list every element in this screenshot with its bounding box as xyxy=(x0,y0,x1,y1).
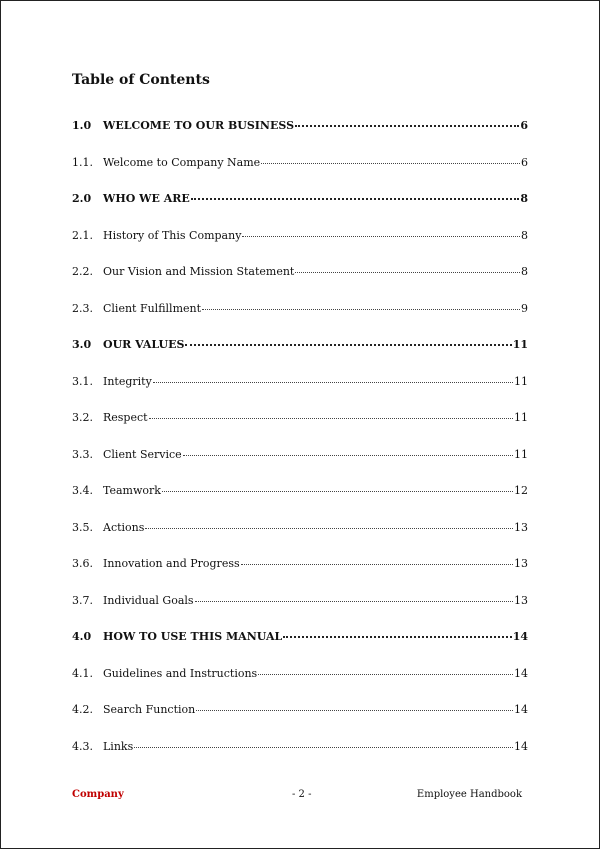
toc-entry-number: 3.2. xyxy=(72,411,93,424)
toc-entry-number: 4.3. xyxy=(72,739,93,753)
toc-entry[interactable] xyxy=(72,740,528,777)
toc-entry-title[interactable]: WELCOME TO OUR BUSINESS xyxy=(103,119,295,132)
toc-entry-number: 4.2. xyxy=(72,703,93,716)
toc-entry[interactable] xyxy=(72,484,528,521)
toc-dot-leader xyxy=(191,198,520,200)
toc-entry-title[interactable]: Integrity xyxy=(103,374,152,388)
toc-entry-number: 3.4. xyxy=(72,484,93,497)
toc-entry-number: 2.0 xyxy=(72,192,92,205)
toc-entry[interactable] xyxy=(72,338,528,375)
toc-dot-leader xyxy=(153,382,513,383)
page-footer xyxy=(72,789,522,805)
toc-entry-page-number[interactable]: 13 xyxy=(514,520,528,534)
toc-entry[interactable] xyxy=(72,375,528,412)
toc-entry-page-number[interactable]: 6 xyxy=(520,119,528,132)
toc-entry-title[interactable]: Innovation and Progress xyxy=(103,557,240,570)
toc-entry-number: 3.1. xyxy=(72,374,93,388)
toc-dot-leader xyxy=(241,564,513,565)
toc-entry-number: 2.2. xyxy=(72,265,93,278)
toc-dot-leader xyxy=(196,710,513,711)
toc-entry[interactable] xyxy=(72,667,528,704)
toc-entry[interactable] xyxy=(72,265,528,302)
toc-entry-page-number[interactable]: 14 xyxy=(514,703,528,716)
toc-entry-number: 4.0 xyxy=(72,630,92,643)
toc-entry-page-number[interactable]: 8 xyxy=(521,265,528,278)
toc-heading: Table of Contents xyxy=(72,72,210,88)
toc-dot-leader xyxy=(149,418,513,419)
toc-entry-title[interactable]: HOW TO USE THIS MANUAL xyxy=(103,630,283,643)
toc-entry[interactable] xyxy=(72,521,528,558)
toc-dot-leader xyxy=(258,674,513,675)
toc-entry-page-number[interactable]: 6 xyxy=(521,155,528,169)
toc-list xyxy=(72,119,528,776)
toc-dot-leader xyxy=(295,272,520,273)
toc-entry-number: 2.1. xyxy=(72,228,93,242)
toc-entry-number: 1.0 xyxy=(72,119,92,132)
toc-dot-leader xyxy=(202,309,520,310)
toc-entry-number: 3.6. xyxy=(72,557,93,570)
toc-entry-page-number[interactable]: 11 xyxy=(514,374,528,388)
toc-entry-page-number[interactable]: 11 xyxy=(514,411,528,424)
toc-entry-number: 3.0 xyxy=(72,338,92,351)
toc-dot-leader xyxy=(185,344,511,346)
toc-dot-leader xyxy=(261,163,520,164)
toc-entry-title[interactable]: Individual Goals xyxy=(103,593,194,607)
toc-entry-number: 3.3. xyxy=(72,447,93,461)
toc-entry-page-number[interactable]: 11 xyxy=(512,338,528,351)
toc-entry-number: 3.7. xyxy=(72,593,93,607)
toc-entry-title[interactable]: Actions xyxy=(103,520,145,534)
toc-entry-page-number[interactable]: 13 xyxy=(514,557,528,570)
toc-dot-leader xyxy=(283,636,511,638)
toc-entry[interactable] xyxy=(72,594,528,631)
toc-entry[interactable] xyxy=(72,229,528,266)
toc-entry-title[interactable]: History of This Company xyxy=(103,228,242,242)
toc-entry-title[interactable]: Our Vision and Mission Statement xyxy=(103,265,295,278)
toc-entry-page-number[interactable]: 11 xyxy=(514,447,528,461)
toc-entry-title[interactable]: Search Function xyxy=(103,703,196,716)
toc-entry-page-number[interactable]: 14 xyxy=(514,739,528,753)
toc-dot-leader xyxy=(134,747,513,748)
toc-entry-title[interactable]: Respect xyxy=(103,411,148,424)
footer-company: Company xyxy=(72,789,124,800)
toc-entry-page-number[interactable]: 14 xyxy=(512,630,528,643)
toc-entry-title[interactable]: Client Service xyxy=(103,447,182,461)
toc-entry-number: 3.5. xyxy=(72,520,93,534)
toc-entry-title[interactable]: WHO WE ARE xyxy=(103,192,190,205)
toc-entry[interactable] xyxy=(72,302,528,339)
toc-entry-number: 4.1. xyxy=(72,666,93,680)
toc-entry-title[interactable]: OUR VALUES xyxy=(103,338,185,351)
toc-entry-page-number[interactable]: 14 xyxy=(514,666,528,680)
toc-entry-page-number[interactable]: 8 xyxy=(520,192,528,205)
toc-entry-title[interactable]: Teamwork xyxy=(103,484,161,497)
toc-entry-number: 2.3. xyxy=(72,301,93,315)
toc-dot-leader xyxy=(195,601,513,602)
toc-entry[interactable] xyxy=(72,448,528,485)
toc-dot-leader xyxy=(295,125,519,127)
toc-entry[interactable] xyxy=(72,119,528,156)
toc-dot-leader xyxy=(242,236,520,237)
toc-entry-title[interactable]: Links xyxy=(103,739,134,753)
toc-entry[interactable] xyxy=(72,411,528,448)
footer-page-number: - 2 - xyxy=(292,789,312,800)
toc-entry[interactable] xyxy=(72,156,528,193)
toc-entry-title[interactable]: Client Fulfillment xyxy=(103,301,202,315)
toc-dot-leader xyxy=(162,491,513,492)
toc-dot-leader xyxy=(145,528,513,529)
toc-entry[interactable] xyxy=(72,630,528,667)
toc-entry[interactable] xyxy=(72,192,528,229)
toc-dot-leader xyxy=(183,455,513,456)
toc-entry-number: 1.1. xyxy=(72,155,93,169)
toc-entry-page-number[interactable]: 13 xyxy=(514,593,528,607)
toc-entry-page-number[interactable]: 12 xyxy=(514,484,528,497)
toc-entry[interactable] xyxy=(72,557,528,594)
toc-entry-page-number[interactable]: 8 xyxy=(521,228,528,242)
toc-entry[interactable] xyxy=(72,703,528,740)
toc-entry-title[interactable]: Guidelines and Instructions xyxy=(103,666,258,680)
toc-entry-title[interactable]: Welcome to Company Name xyxy=(103,155,261,169)
toc-entry-page-number[interactable]: 9 xyxy=(521,301,528,315)
footer-document-title: Employee Handbook xyxy=(416,789,522,800)
